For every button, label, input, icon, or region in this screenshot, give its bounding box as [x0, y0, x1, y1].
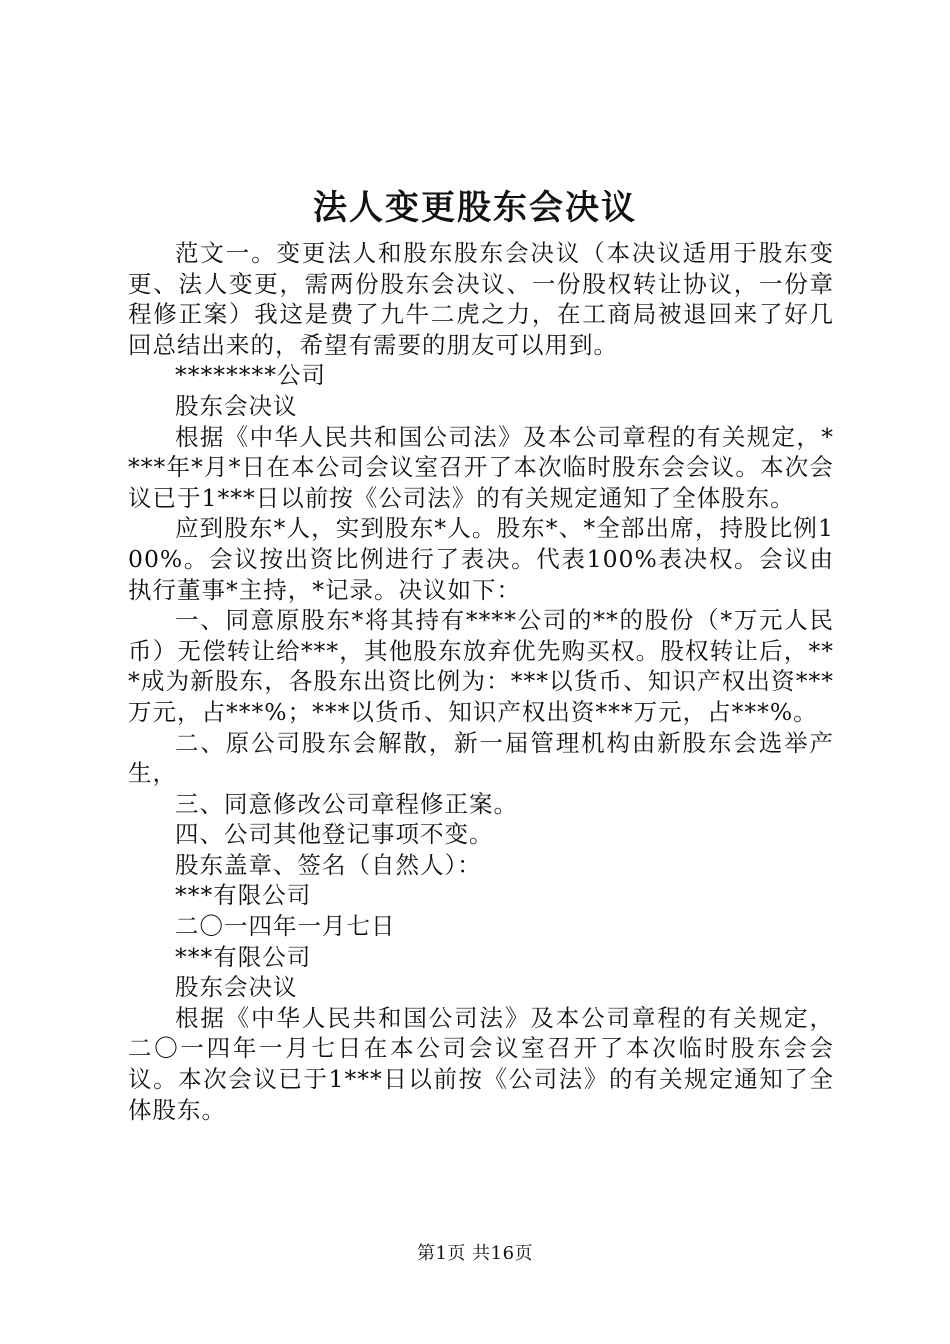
paragraph-attendance: 应到股东*人，实到股东*人。股东*、*全部出席，持股比例100%。会议按出资比例进行了表决。代表100%表决权。会议由执行董事*主持，*记录。决议如下： [128, 514, 834, 604]
paragraph-intro: 范文一。变更法人和股东股东会决议（本决议适用于股东变更、法人变更，需两份股东会决议、一份股权转让协议，一份章程修正案）我这是费了九牛二虎之力，在工商局被退回来了好几回总结出来的，希望有需要的朋友可以用到。 [128, 239, 834, 359]
paragraph-item-one: 一、同意原股东*将其持有****公司的**的股份（*万元人民币）无偿转让给***，其他股东放弃优先购买权。股权转让后，***成为新股东，各股东出资比例为：***以货币、知识产权出资***万元，占***%；***以货币、知识产权出资***万元，占***%。 [128, 606, 834, 726]
paragraph-legal-basis-2: 根据《中华人民共和国公司法》及本公司章程的有关规定，二〇一四年一月七日在本公司会议室召开了本次临时股东会会议。本次会议已于1***日以前按《公司法》的有关规定通知了全体股东。 [128, 1003, 834, 1124]
page-number-footer: 第1页 共16页 [416, 1243, 534, 1264]
paragraph-item-four: 四、公司其他登记事项不变。 [175, 820, 494, 849]
document-body [128, 238, 834, 1125]
paragraph-item-two: 二、原公司股东会解散，新一届管理机构由新股东会选举产生， [128, 728, 834, 788]
paragraph-resolution-heading: 股东会决议 [175, 391, 298, 420]
document-title: 法人变更股东会决议 [313, 188, 637, 228]
paragraph-company-name-2: ***有限公司 [175, 942, 312, 971]
paragraph-company-name: ********公司 [175, 361, 326, 390]
paragraph-date: 二〇一四年一月七日 [175, 912, 396, 941]
paragraph-company-signature: ***有限公司 [175, 881, 312, 910]
paragraph-signature-line: 股东盖章、签名（自然人）： [175, 850, 482, 879]
paragraph-resolution-heading-2: 股东会决议 [175, 973, 298, 1002]
paragraph-item-three: 三、同意修改公司章程修正案。 [175, 789, 518, 818]
paragraph-legal-basis: 根据《中华人民共和国公司法》及本公司章程的有关规定，****年*月*日在本公司会议室召开了本次临时股东会会议。本次会议已于1***日以前按《公司法》的有关规定通知了全体股东。 [128, 422, 834, 512]
